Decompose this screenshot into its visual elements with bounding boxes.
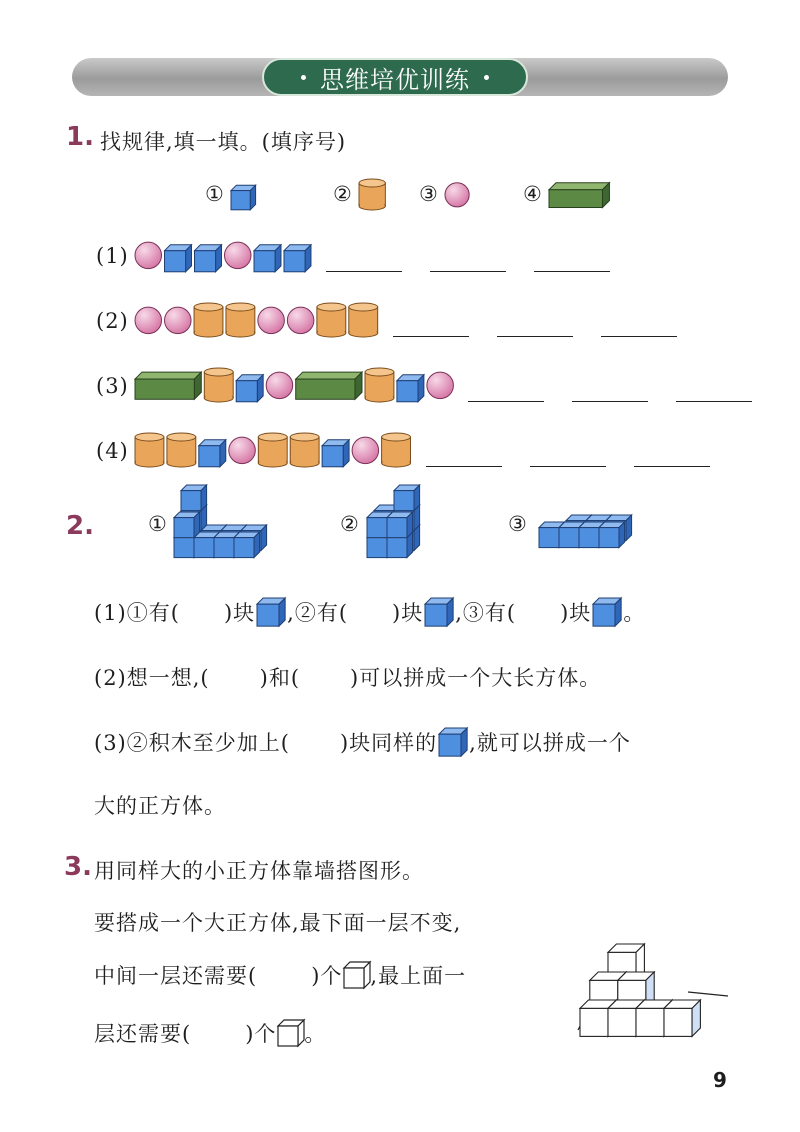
q3-l2-b: )个 xyxy=(311,964,343,988)
q2-l2-a: (2)想一想,( xyxy=(94,666,210,690)
q3-number: 3. xyxy=(64,852,92,882)
answer-blank[interactable] xyxy=(676,400,752,402)
cube-shape xyxy=(593,598,621,626)
ball-icon xyxy=(427,372,454,399)
cylinder-icon xyxy=(194,303,223,337)
cylinder-icon xyxy=(359,179,385,210)
ball-icon xyxy=(135,307,162,334)
q2-number: 2. xyxy=(66,511,94,541)
legend-shape xyxy=(230,178,266,212)
cylinder-icon xyxy=(349,303,378,337)
answer-blank[interactable] xyxy=(530,465,606,467)
legend-shape xyxy=(444,178,480,212)
cuboid-icon xyxy=(296,372,362,399)
block-cube xyxy=(234,532,260,558)
q2-figure-3 xyxy=(537,500,629,548)
q2-line-2 xyxy=(94,662,601,692)
answer-blank[interactable] xyxy=(634,465,710,467)
q3-line-3 xyxy=(94,1018,326,1048)
cylinder-icon xyxy=(135,433,164,467)
answer-blank[interactable] xyxy=(601,335,677,337)
q2-l3-a: (3)②积木至少加上( xyxy=(94,731,290,755)
q2-l1-c: ,②有( xyxy=(287,601,349,625)
q3-l2-c: ,最上面一 xyxy=(370,964,467,988)
q2-figure-2 xyxy=(365,490,435,558)
sequence-row xyxy=(134,236,464,276)
cylinder-icon xyxy=(290,433,319,467)
cube-icon xyxy=(236,375,263,402)
sequence-row xyxy=(134,366,464,406)
q1-number: 1. xyxy=(66,122,94,152)
ball-icon xyxy=(135,242,162,269)
q3-staircase-figure xyxy=(568,896,733,1036)
q2-l1-g: 。 xyxy=(623,601,646,625)
cube-icon xyxy=(284,245,311,272)
cylinder-icon xyxy=(167,433,196,467)
cube-icon xyxy=(165,245,192,272)
q2-l3-c: ,就可以拼成一个 xyxy=(469,731,631,755)
q2-l1-a: (1)①有( xyxy=(94,601,180,625)
q2-l3-b: )块同样的 xyxy=(339,731,438,755)
block-cube xyxy=(599,522,625,548)
ball-icon xyxy=(258,307,285,334)
row-label: (3) xyxy=(96,374,129,398)
ball-icon xyxy=(352,437,379,464)
ball-icon xyxy=(287,307,314,334)
legend-label: ④ xyxy=(523,182,543,206)
cube-shape xyxy=(425,598,453,626)
q3-l3-a: 层还需要( xyxy=(94,1022,192,1046)
q2-l1-d: )块 xyxy=(392,601,424,625)
stair-cube xyxy=(664,1000,700,1036)
cylinder-icon xyxy=(204,368,233,402)
page-number: 9 xyxy=(713,1068,727,1092)
cube-icon xyxy=(437,726,469,758)
cube-shape xyxy=(439,728,467,756)
q3-line-2 xyxy=(94,960,466,990)
answer-blank[interactable] xyxy=(534,270,610,272)
q2-line-1 xyxy=(94,596,645,628)
legend-label: ① xyxy=(205,182,225,206)
answer-blank[interactable] xyxy=(426,465,502,467)
legend-shape xyxy=(358,178,394,212)
legend-shape xyxy=(548,178,618,212)
q1-rows xyxy=(96,236,746,476)
answer-blank[interactable] xyxy=(572,400,648,402)
cuboid-icon xyxy=(135,372,201,399)
cube-icon xyxy=(255,596,287,628)
ball-icon xyxy=(165,307,192,334)
cube-shape xyxy=(257,598,285,626)
cube-icon xyxy=(423,596,455,628)
answer-blank[interactable] xyxy=(468,400,544,402)
answer-blank[interactable] xyxy=(326,270,402,272)
cylinder-icon xyxy=(365,368,394,402)
sequence-row xyxy=(134,431,464,471)
cube-icon xyxy=(322,440,349,467)
block-cube xyxy=(174,512,200,538)
q3-l3-b: )个 xyxy=(245,1022,277,1046)
dot-icon xyxy=(301,75,306,80)
row-label: (2) xyxy=(96,309,129,333)
q2-l1-f: )块 xyxy=(560,601,592,625)
q3-line-1: 要搭成一个大正方体,最下面一层不变, xyxy=(94,911,462,935)
q2-l1-b: )块 xyxy=(223,601,256,625)
q2-figure-label-2: ② xyxy=(340,512,360,536)
ball-icon xyxy=(445,183,469,207)
q2-figure-1 xyxy=(172,490,264,558)
q1-legend xyxy=(205,178,625,212)
legend-label: ② xyxy=(333,182,353,206)
q2-l1-e: ,③有( xyxy=(455,601,517,625)
cylinder-icon xyxy=(258,433,287,467)
row-label: (1) xyxy=(96,244,129,268)
section-title-pill xyxy=(262,58,528,96)
outline-cube-icon xyxy=(276,1018,304,1048)
cuboid-icon xyxy=(549,183,609,208)
section-title: 思维培优训练 xyxy=(320,65,470,94)
cube-icon xyxy=(199,440,226,467)
answer-blank[interactable] xyxy=(497,335,573,337)
q3-prompt: 用同样大的小正方体靠墙搭图形。 xyxy=(94,859,424,883)
block-cube xyxy=(181,485,207,511)
cylinder-icon xyxy=(382,433,411,467)
q2-figure-label-3: ③ xyxy=(508,512,528,536)
cube-icon xyxy=(195,245,222,272)
answer-blank[interactable] xyxy=(393,335,469,337)
answer-blank[interactable] xyxy=(430,270,506,272)
cylinder-icon xyxy=(226,303,255,337)
q2-l2-c: )可以拼成一个大长方体。 xyxy=(350,666,602,690)
row-label: (4) xyxy=(96,439,129,463)
q2-line-4: 大的正方体。 xyxy=(94,794,226,818)
legend-label: ③ xyxy=(419,182,439,206)
ball-icon xyxy=(224,242,251,269)
q2-line-3 xyxy=(94,726,631,758)
q3-l2-a: 中间一层还需要( xyxy=(94,964,258,988)
q2-figure-label-1: ① xyxy=(148,512,168,536)
cube-icon xyxy=(591,596,623,628)
dot-icon xyxy=(484,75,489,80)
outline-cube-icon xyxy=(342,960,370,990)
q3-l3-c: 。 xyxy=(304,1022,327,1046)
cube-icon xyxy=(254,245,281,272)
q1-prompt: 找规律,填一填。(填序号) xyxy=(100,130,347,154)
cube-icon xyxy=(231,185,256,210)
block-cube xyxy=(387,512,413,538)
q2-l2-b: )和( xyxy=(259,666,301,690)
block-cube xyxy=(394,485,420,511)
ball-icon xyxy=(266,372,293,399)
ball-icon xyxy=(229,437,256,464)
cylinder-icon xyxy=(317,303,346,337)
cube-icon xyxy=(397,375,424,402)
